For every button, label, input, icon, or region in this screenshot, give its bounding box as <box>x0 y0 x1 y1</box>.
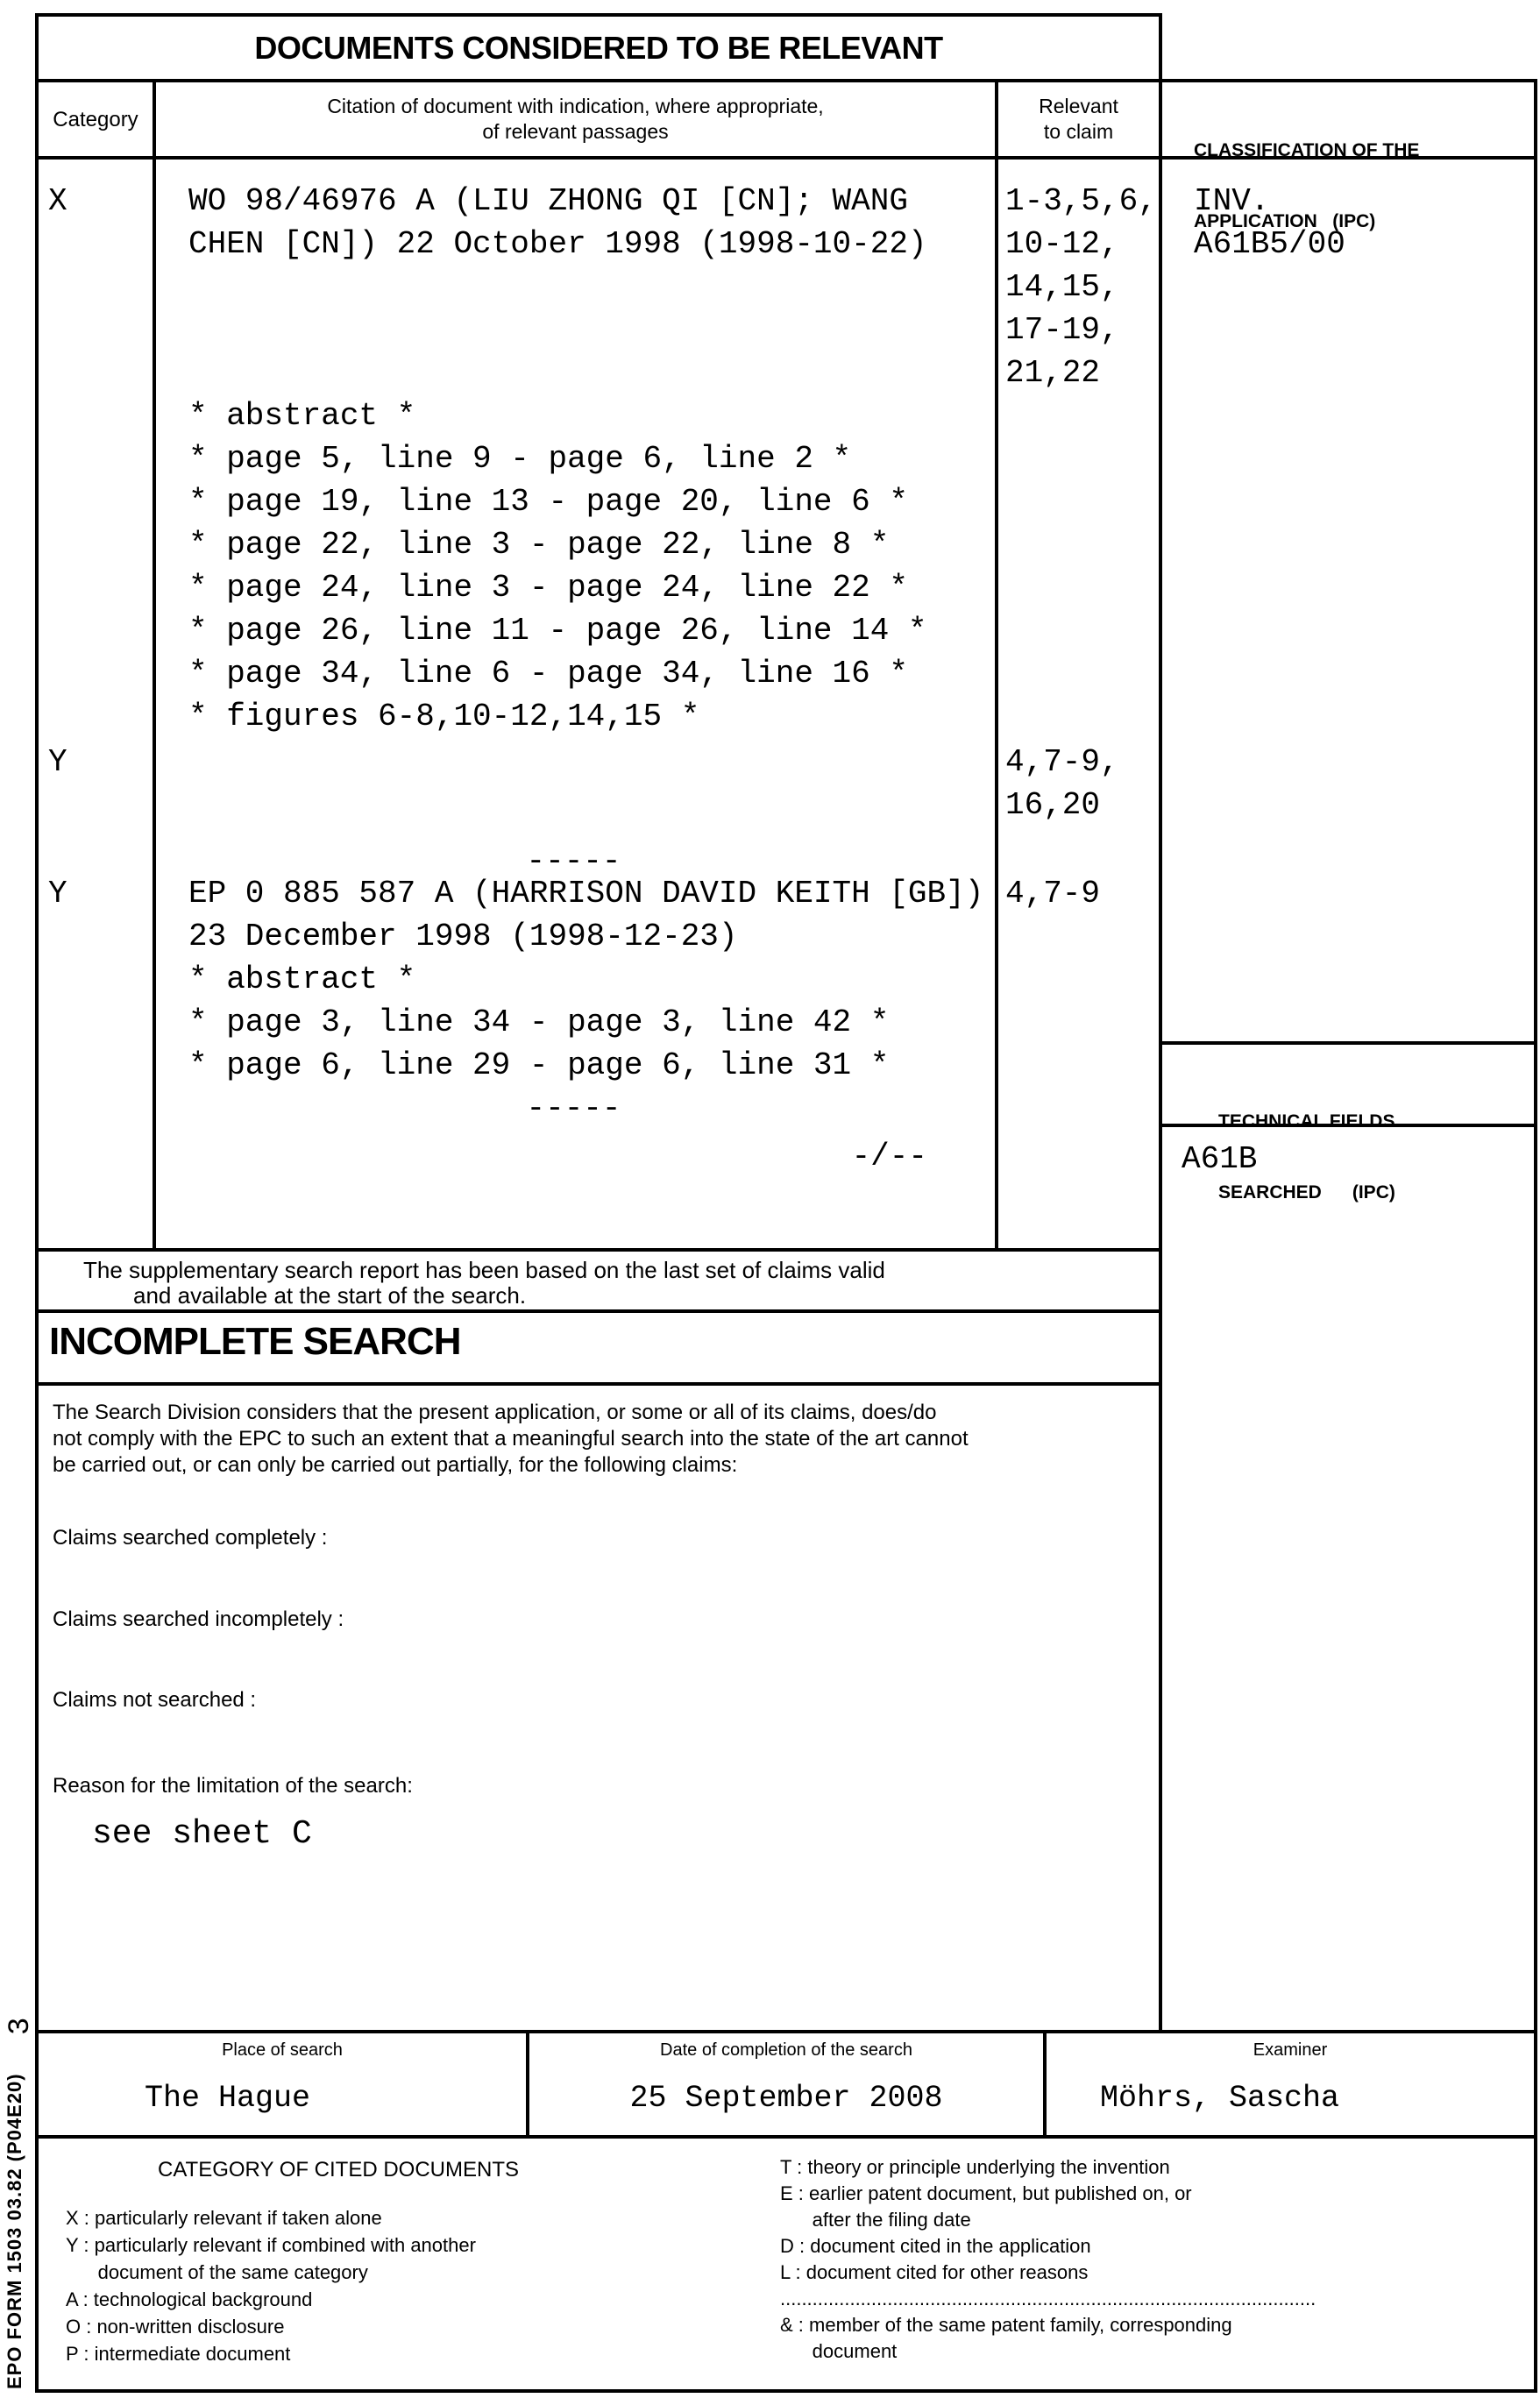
text-line: * page 3, line 34 - page 3, line 42 * <box>188 1004 890 1040</box>
border-line <box>35 2030 1537 2033</box>
legend-title: CATEGORY OF CITED DOCUMENTS <box>157 2158 520 2182</box>
text-line: * figures 6-8,10-12,14,15 * <box>188 699 700 734</box>
text-line: INV. <box>1194 183 1270 219</box>
border-line <box>35 2135 1537 2139</box>
column-header-classification-line1: CLASSIFICATION OF THE <box>1194 140 1420 160</box>
column-header-classification-line2: APPLICATION (IPC) <box>1194 211 1376 231</box>
claims-searched-incompletely-label: Claims searched incompletely : <box>53 1607 344 1631</box>
text-line: 14,15, <box>1005 269 1119 305</box>
claims-not-searched-label: Claims not searched : <box>53 1688 257 1712</box>
legend-left-column <box>66 2204 697 2367</box>
text-line: document <box>780 2340 898 2362</box>
claims-searched-completely-label: Claims searched completely : <box>53 1526 328 1550</box>
examiner-value: Möhrs, Sascha <box>1100 2081 1340 2116</box>
legend-right-column <box>780 2154 1429 2365</box>
claims-entry-2 <box>1005 741 1119 827</box>
citation-entry-2 <box>188 872 983 1087</box>
text-line: after the filing date <box>780 2209 971 2231</box>
text-line: * abstract * <box>188 961 416 997</box>
place-of-search-label: Place of search <box>222 2040 343 2060</box>
border-line <box>1534 79 1537 2393</box>
text-line: L : document cited for other reasons <box>780 2261 1089 2283</box>
text-line: D : document cited in the application <box>780 2235 1091 2257</box>
technical-fields-header-line2: SEARCHED (IPC) <box>1218 1182 1395 1203</box>
technical-fields-header-line1: TECHNICAL FIELDS <box>1218 1111 1395 1132</box>
text-line: * page 19, line 13 - page 20, line 6 * <box>188 484 908 520</box>
text-line: A61B5/00 <box>1194 226 1345 262</box>
text-line <box>188 309 927 351</box>
category-entry-3: Y <box>48 876 67 912</box>
text-line: not comply with the EPC to such an extent that a meaningful search into the state of the art cannot <box>53 1427 969 1451</box>
text-line <box>188 351 927 394</box>
text-line: A : technological background <box>66 2288 313 2310</box>
supplementary-note-line1: The supplementary search report has been based on the last set of claims valid <box>83 1257 885 1283</box>
text-line: document of the same category <box>66 2261 368 2283</box>
text-line: The Search Division considers that the present application, or some or all of its claims, does/do <box>53 1401 937 1424</box>
table-title: DOCUMENTS CONSIDERED TO BE RELEVANT <box>254 29 943 66</box>
classification-value <box>1194 180 1345 266</box>
text-line: * abstract * <box>188 398 416 434</box>
supplementary-note-line2: and available at the start of the search. <box>133 1282 527 1309</box>
text-line: 17-19, <box>1005 312 1119 348</box>
claims-entry-3: 4,7-9 <box>1005 876 1101 912</box>
reason-limitation-label: Reason for the limitation of the search: <box>53 1774 413 1798</box>
text-line: * page 6, line 29 - page 6, line 31 * <box>188 1047 890 1083</box>
sheet-number-vertical-label: 3 <box>4 2017 38 2035</box>
border-line <box>153 79 156 1252</box>
form-id-vertical-label: EPO FORM 1503 03.82 (P04E20) <box>4 2073 25 2389</box>
text-line: 23 December 1998 (1998-12-23) <box>188 919 738 954</box>
text-line: WO 98/46976 A (LIU ZHONG QI [CN]; WANG <box>188 183 908 219</box>
text-line <box>188 266 927 309</box>
text-line: * page 26, line 11 - page 26, line 14 * <box>188 613 927 649</box>
border-line <box>1159 13 1162 2033</box>
examiner-label: Examiner <box>1253 2040 1328 2060</box>
column-header-relevant-line2: to claim <box>1043 120 1114 143</box>
column-header-citation-line2: of relevant passages <box>482 120 669 143</box>
text-line: .................................................................................................... <box>780 2288 1316 2309</box>
column-header-relevant-line1: Relevant <box>1039 95 1118 117</box>
column-header-category: Category <box>53 107 138 131</box>
entry-separator: ----- <box>526 1090 621 1126</box>
claims-entry-1 <box>1005 180 1157 394</box>
date-of-completion-label: Date of completion of the search <box>660 2040 912 2060</box>
text-line: * page 34, line 6 - page 34, line 16 * <box>188 656 908 692</box>
text-line: O : non-written disclosure <box>66 2316 285 2338</box>
border-line <box>35 1309 1162 1313</box>
place-of-search-value: The Hague <box>145 2081 311 2116</box>
text-line: X : particularly relevant if taken alone <box>66 2207 382 2229</box>
column-header-relevant <box>998 82 1159 156</box>
text-line: 1-3,5,6, <box>1005 183 1157 219</box>
continuation-mark: -/-- <box>851 1139 927 1174</box>
border-line <box>35 2389 1537 2393</box>
reason-limitation-value: see sheet C <box>92 1815 312 1853</box>
text-line: & : member of the same patent family, corresponding <box>780 2314 1232 2336</box>
incomplete-search-title: INCOMPLETE SEARCH <box>49 1320 461 1363</box>
technical-fields-value: A61B <box>1182 1141 1258 1177</box>
text-line: P : intermediate document <box>66 2343 291 2365</box>
text-line: E : earlier patent document, but published on, or <box>780 2182 1192 2204</box>
text-line: Y : particularly relevant if combined with another <box>66 2234 476 2256</box>
date-of-completion-value: 25 September 2008 <box>629 2081 943 2116</box>
text-line: 21,22 <box>1005 355 1101 391</box>
text-line: be carried out, or can only be carried out partially, for the following claims: <box>53 1453 738 1477</box>
column-header-citation <box>156 82 995 156</box>
border-line <box>1159 1041 1537 1045</box>
text-line: 4,7-9, <box>1005 744 1119 780</box>
citation-entry-1 <box>188 180 927 738</box>
category-entry-1: X <box>48 183 67 219</box>
text-line: * page 22, line 3 - page 22, line 8 * <box>188 527 890 563</box>
text-line: * page 5, line 9 - page 6, line 2 * <box>188 441 852 477</box>
border-line <box>35 1382 1162 1386</box>
border-line <box>35 1248 1162 1252</box>
border-line <box>35 13 39 2393</box>
border-line <box>995 79 998 1252</box>
column-header-citation-line1: Citation of document with indication, where appropriate, <box>327 95 824 117</box>
category-entry-2: Y <box>48 744 67 780</box>
text-line: EP 0 885 587 A (HARRISON DAVID KEITH [GB]) <box>188 876 984 912</box>
text-line: 10-12, <box>1005 226 1119 262</box>
entry-separator: ----- <box>526 843 621 879</box>
text-line: CHEN [CN]) 22 October 1998 (1998-10-22) <box>188 226 927 262</box>
text-line: T : theory or principle underlying the invention <box>780 2156 1170 2178</box>
incomplete-search-paragraph <box>53 1400 969 1479</box>
text-line: * page 24, line 3 - page 24, line 22 * <box>188 570 908 606</box>
text-line: 16,20 <box>1005 787 1101 823</box>
